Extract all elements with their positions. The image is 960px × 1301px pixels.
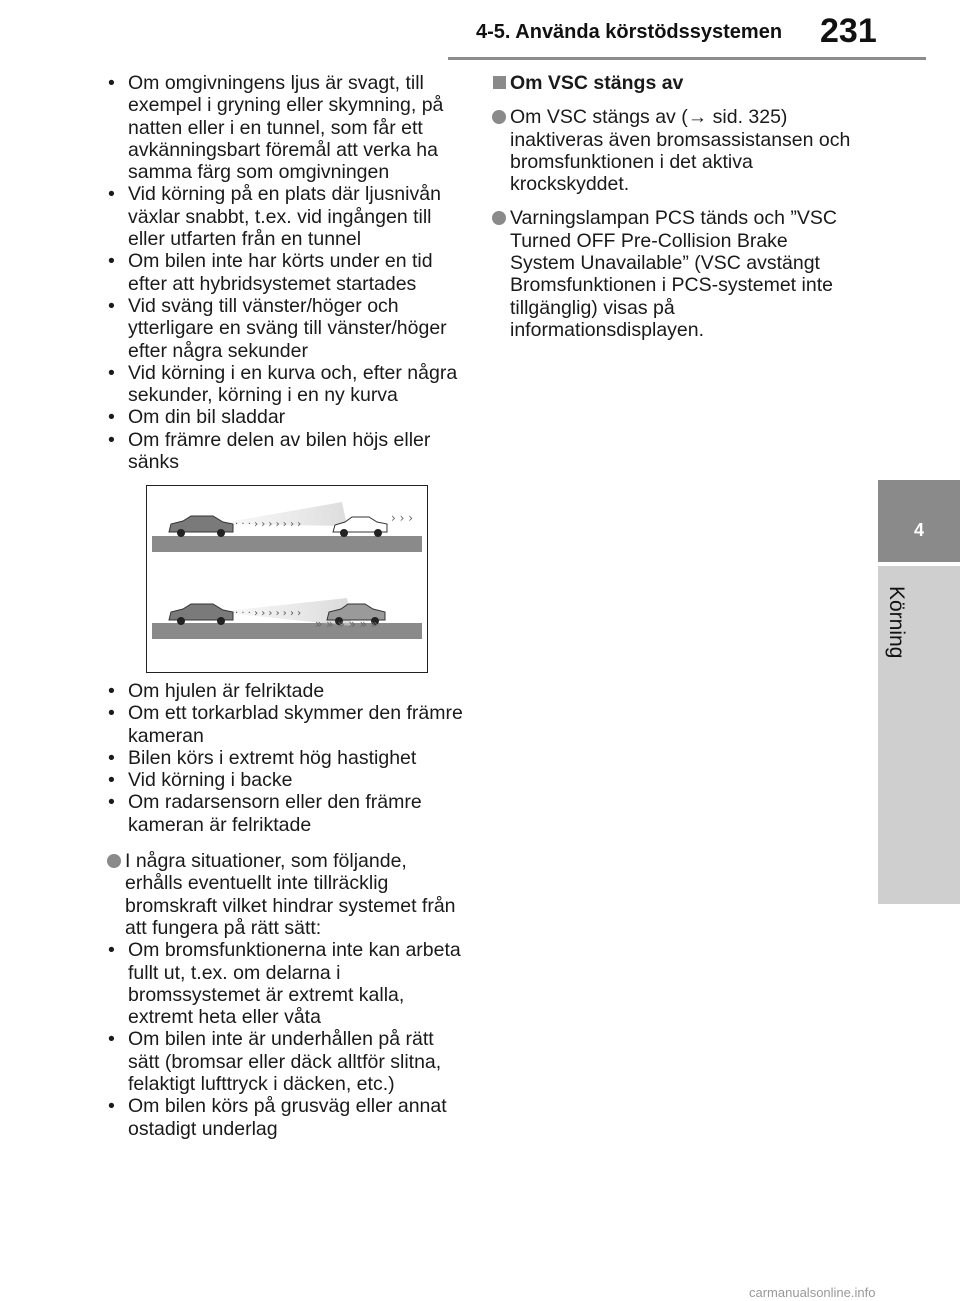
- list-item: • Vid körning på en plats där ljusnivån växlar snabbt, t.ex. vid ingången till eller utfarten från en tunnel: [107, 183, 467, 250]
- circle-item-warning-lamp: [492, 207, 852, 341]
- heading-text: Om VSC stängs av: [510, 72, 684, 94]
- radar-waves-top: [235, 519, 301, 530]
- left-column-bottom: [107, 680, 467, 1140]
- chapter-tab: [878, 480, 960, 562]
- section-heading-vsc: [492, 72, 852, 94]
- chapter-label: Körning: [885, 586, 908, 659]
- right-column: [492, 72, 852, 341]
- watermark: carmanualsonline.info: [749, 1285, 876, 1300]
- list-item: • Om radarsensorn eller den främre kameran är felriktade: [107, 791, 467, 836]
- circle-item-text: I några situationer, som följande, erhålls eventuellt inte tillräcklig bromskraft vilket hindrar systemet från att fungera på rätt sätt:: [125, 850, 456, 939]
- wave-echo-bottom: » » » » » »: [315, 617, 379, 631]
- page-number: 231: [820, 12, 877, 50]
- road-bottom: [152, 623, 422, 639]
- list-item: • Vid sväng till vänster/höger och ytterligare en sväng till vänster/höger efter några sekunder: [107, 295, 467, 362]
- list-item: • Om bromsfunktionerna inte kan arbeta fullt ut, t.ex. om delarna i bromssystemet är extremt kalla, extremt heta eller våta: [107, 939, 467, 1028]
- square-bullet-icon: [493, 76, 506, 89]
- circle-bullet-icon: [492, 110, 506, 124]
- radar-detection-figure: [146, 485, 428, 673]
- circle-item-vsc-off: [492, 106, 852, 195]
- list-item: • Om bilen körs på grusväg eller annat ostadigt underlag: [107, 1095, 467, 1140]
- car-rear-bottom: [169, 604, 233, 625]
- circle-item-text: Om VSC stängs av (→ sid. 325) inaktiveras även bromsassistansen och bromsfunktionen i det aktiva krockskyddet.: [510, 106, 851, 196]
- circle-item-braking: [107, 850, 467, 939]
- wave-echo-top: › › ›: [391, 511, 414, 525]
- list-item: • Bilen körs i extremt hög hastighet: [107, 747, 467, 769]
- bullet-list-braking: [107, 939, 467, 1140]
- bullet-list-conditions: [107, 72, 467, 473]
- circle-bullet-icon: [492, 211, 506, 225]
- section-title: 4-5. Använda körstödssystemen: [476, 21, 783, 43]
- list-item: • Om omgivningens ljus är svagt, till exempel i gryning eller skymning, på natten eller i en tunnel, som får ett avkänningsbart föremål att verka ha samma färg som omgivningen: [107, 72, 467, 183]
- list-item: • Vid körning i en kurva och, efter några sekunder, körning i en ny kurva: [107, 362, 467, 407]
- header-divider: [448, 57, 926, 60]
- circle-bullet-icon: [107, 854, 121, 868]
- radar-detection-illustration-icon: [147, 486, 427, 672]
- list-item: • Om din bil sladdar: [107, 406, 467, 428]
- chapter-number: 4: [913, 520, 924, 540]
- road-top: [152, 536, 422, 552]
- left-column-top: [107, 72, 467, 473]
- car-rear-top: [169, 516, 233, 537]
- list-item: • Om bilen inte är underhållen på rätt sätt (bromsar eller däck alltför slitna, felaktigt lufttryck i däcken, etc.): [107, 1028, 467, 1095]
- list-item: • Om hjulen är felriktade: [107, 680, 467, 702]
- circle-item-text: Varningslampan PCS tänds och ”VSC Turned OFF Pre-Collision Brake System Unavailable” (VSC avstängt Bromsfunktionen i PCS-systemet inte tillgänglig) visas på informationsdisplayen.: [510, 207, 837, 341]
- svg-text:· · · › › › › › › ›: · · · › › › › › › ›: [235, 519, 302, 530]
- list-item: • Om ett torkarblad skymmer den främre kameran: [107, 702, 467, 747]
- list-item: • Om bilen inte har körts under en tid efter att hybridsystemet startades: [107, 250, 467, 295]
- list-item: • Om främre delen av bilen höjs eller sänks: [107, 429, 467, 474]
- list-item: • Vid körning i backe: [107, 769, 467, 791]
- bullet-list-sensor: [107, 680, 467, 836]
- radar-waves-bottom: · · · › › › › › › ›: [235, 608, 302, 619]
